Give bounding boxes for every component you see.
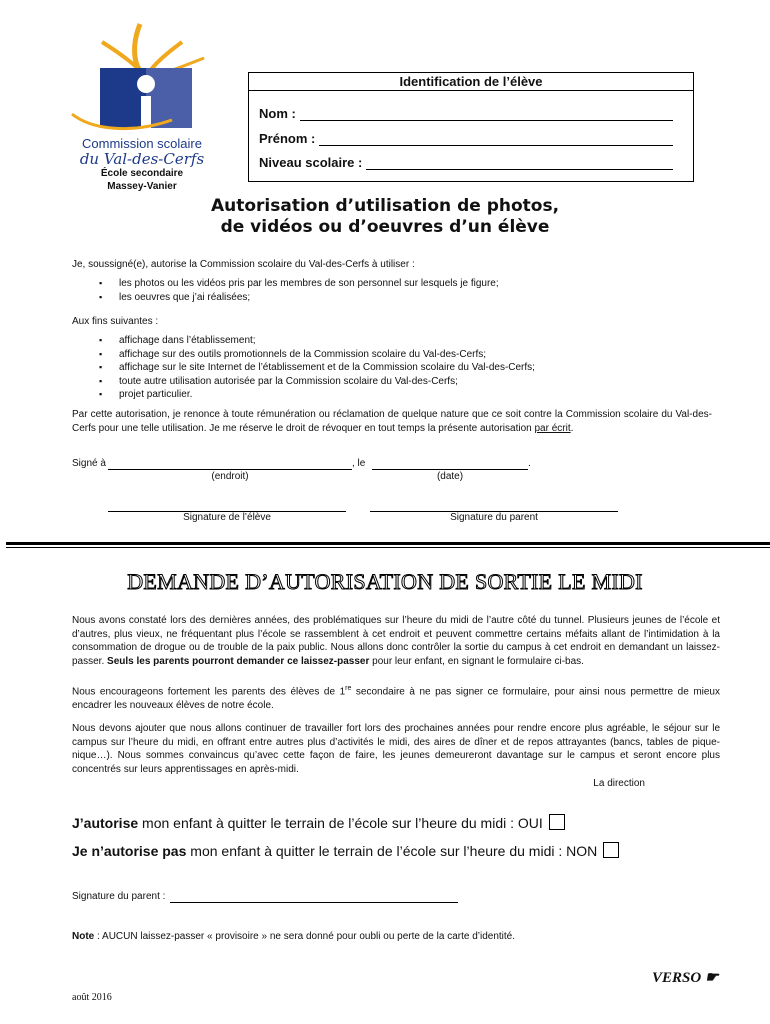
verso-label: [652, 968, 718, 987]
parent-signature-caption: Signature du parent: [450, 512, 538, 523]
waiver-text: Par cette autorisation, je renonce à toute rémunération ou réclamation de quelque nature que ce soit contre la Commission scolaire du Val-des-Cerfs pour une telle utilisation. Je me réserve le droit de révoquer en tout temps la présente autorisation: [72, 409, 712, 434]
signoff: La direction: [593, 778, 645, 789]
logo-line-4: Massey-Vanier: [107, 181, 177, 192]
list-item: ▪ affichage sur des outils promotionnels de la Commission scolaire du Val-des-Cerfs;: [72, 348, 712, 362]
note-text: : AUCUN laissez-passer « provisoire » ne sera donné pour oubli ou perte de la carte d’identité.: [94, 931, 516, 942]
para2-text-a: Nous encourageons fortement les parents des élèves de 1: [72, 686, 346, 698]
non-text: mon enfant à quitter le terrain de l’école sur l’heure du midi : NON: [186, 843, 598, 859]
use-list: [72, 277, 712, 304]
footer-date: août 2016: [72, 992, 112, 1003]
niveau-field[interactable]: [366, 157, 673, 170]
verso-text: VERSO: [652, 970, 702, 986]
parent-signature-label: Signature du parent :: [72, 891, 166, 902]
waiver-paragraph: [72, 408, 712, 435]
oui-text: mon enfant à quitter le terrain de l’école sur l’heure du midi : OUI: [138, 815, 543, 831]
note: [72, 930, 515, 943]
list-item: ▪ les photos ou les vidéos pris par les membres de son personnel sur lesquels je figure;: [72, 277, 712, 291]
pointing-hand-icon: ☛: [704, 970, 719, 986]
non-line: [72, 842, 619, 859]
list-item: ▪ toute autre utilisation autorisée par la Commission scolaire du Val-des-Cerfs;: [72, 375, 712, 389]
intro-text: Je, soussigné(e), autorise la Commission scolaire du Val-des-Cerfs à utiliser :: [72, 259, 415, 270]
section-divider: [6, 542, 770, 545]
lunch-exit-title: DEMANDE D’AUTORISATION DE SORTIE LE MIDI: [127, 569, 643, 594]
logo-line-3: École secondaire: [100, 168, 184, 179]
para2-sup: re: [345, 685, 352, 692]
oui-line: [72, 814, 565, 831]
student-signature-caption: Signature de l’élève: [183, 512, 271, 523]
oui-checkbox[interactable]: [549, 814, 565, 830]
oui-bold: J’autorise: [72, 815, 139, 831]
prenom-row: [259, 131, 673, 146]
paragraph-2: [72, 682, 720, 713]
prenom-field[interactable]: [319, 133, 673, 146]
list-item: ▪ affichage dans l’établissement;: [72, 334, 712, 348]
para1-end: pour leur enfant, en signant le formulaire ci-bas.: [369, 655, 584, 667]
waiver-end: .: [570, 422, 574, 434]
nom-label: Nom :: [259, 106, 296, 121]
purpose-intro: Aux fins suivantes :: [72, 316, 159, 327]
parent-signature-line[interactable]: [170, 901, 458, 903]
para1-text: Nous avons constaté lors des dernières années, des problématiques sur l’heure du midi de l’autre côté du tunnel. Plusieurs jeunes de l’école et d’autres, plus vieux, ne fréquentant plus l’école se rassemblent à cet endroit et peuvent commettre certains méfaits allant de l’intimidation à la consommation de drogue ou de trouble de la paix public. Nous allons donc contrôler la sortie du campus à cet endroit en demandant un laissez-passer.: [72, 615, 720, 667]
logo-graphic: [62, 18, 222, 136]
prenom-label: Prénom :: [259, 131, 316, 146]
title-line-2: de vidéos ou d’oeuvres d’un élève: [220, 217, 550, 237]
date-field[interactable]: [372, 468, 528, 470]
para2-text-b: secondaire à ne pas signer ce formulaire, pour ainsi nous permettre de mieux encadrer les nouveaux élèves de notre école.: [72, 686, 720, 711]
identification-title: Identification de l’élève: [249, 73, 693, 91]
photo-authorization-title: [0, 196, 770, 238]
list-item: ▪ les oeuvres que j’ai réalisées;: [72, 291, 712, 305]
nom-row: [259, 106, 673, 121]
paragraph-1: [72, 614, 720, 668]
le-label: , le: [352, 458, 366, 469]
period: .: [528, 458, 531, 469]
note-bold: Note: [72, 931, 95, 942]
nom-field[interactable]: [300, 108, 673, 121]
waiver-underlined: par écrit: [534, 422, 571, 434]
title-line-1: Autorisation d’utilisation de photos,: [210, 196, 560, 216]
section-divider-thin: [6, 547, 770, 548]
niveau-row: [259, 155, 673, 170]
list-item: ▪ projet particulier.: [72, 388, 712, 402]
non-checkbox[interactable]: [603, 842, 619, 858]
list-item: ▪ affichage sur le site Internet de l’établissement et de la Commission scolaire du Val-des-Cerfs;: [72, 361, 712, 375]
school-logo: [62, 18, 222, 198]
paragraph-3: Nous devons ajouter que nous allons continuer de travailler fort lors des prochaines années pour rendre encore plus agréable, le séjour sur le campus sur l’heure du midi, en offrant entre autres plus d’activités le midi, des aires de dîner et de repos attrayantes (bancs, tables de pique-nique…). Nous sommes convaincus qu’avec cette façon de faire, les jeunes demeureront davantage sur le campus et seront encore plus concentrés sur leurs apprentissages en après-midi.: [72, 723, 720, 775]
logo-line-2: du Val-des-Cerfs: [79, 150, 205, 168]
endroit-caption: (endroit): [211, 471, 249, 482]
non-bold: Je n’autorise pas: [72, 843, 187, 859]
identification-box: [248, 72, 694, 182]
endroit-field[interactable]: [108, 468, 352, 470]
para1-bold: Seuls les parents pourront demander ce laissez-passer: [107, 655, 370, 667]
logo-line-1: Commission scolaire: [82, 136, 202, 151]
date-caption: (date): [436, 471, 464, 482]
purpose-list: [72, 334, 712, 402]
signe-a-label: Signé à: [72, 458, 106, 469]
niveau-label: Niveau scolaire :: [259, 155, 363, 170]
